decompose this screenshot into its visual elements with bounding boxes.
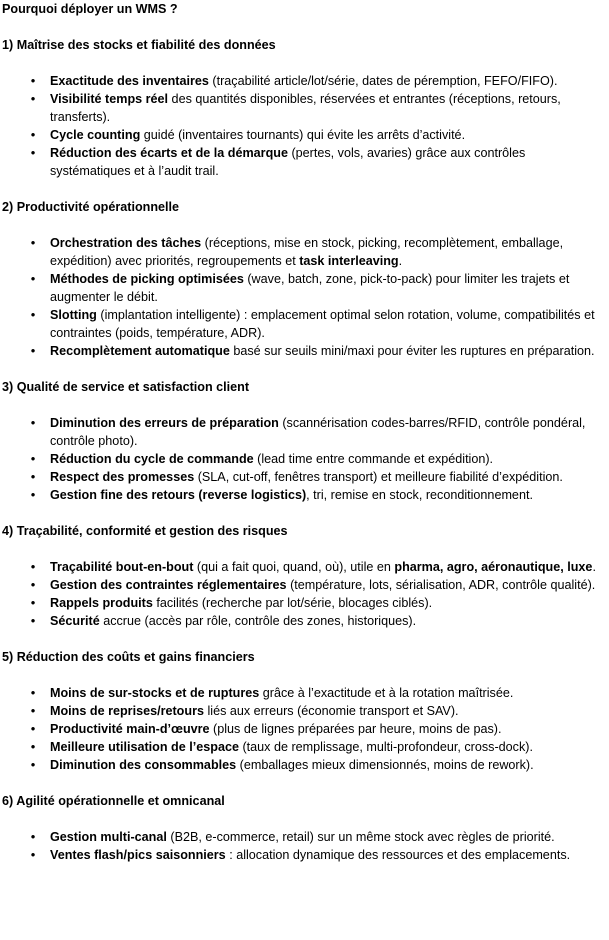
list-item bbox=[2, 756, 605, 774]
bullet-icon: • bbox=[30, 235, 36, 250]
item-text: (plus de lignes préparées par heure, moins de pas). bbox=[209, 722, 502, 736]
list-item bbox=[2, 594, 605, 612]
list-item bbox=[2, 576, 605, 594]
item-text: (qui a fait quoi, quand, où), utile en bbox=[193, 560, 395, 574]
bullet-icon: • bbox=[30, 595, 36, 610]
bold-term: Sécurité bbox=[50, 614, 100, 628]
bullet-icon: • bbox=[30, 451, 36, 466]
bullet-list bbox=[2, 234, 605, 360]
bold-term: Réduction des écarts et de la démarque bbox=[50, 146, 288, 160]
bullet-icon: • bbox=[30, 271, 36, 286]
section-heading: 1) Maîtrise des stocks et fiabilité des données bbox=[2, 38, 276, 52]
list-item bbox=[2, 306, 605, 342]
item-text: (pertes, vols, avaries) grâce aux contrôles systématiques et à l’audit trail. bbox=[50, 146, 526, 178]
item-text: accrue (accès par rôle, contrôle des zones, historiques). bbox=[99, 614, 417, 628]
bullet-list bbox=[2, 684, 605, 774]
bullet-icon: • bbox=[30, 613, 36, 628]
bullet-list bbox=[2, 558, 605, 630]
bold-term: Visibilité temps réel bbox=[50, 92, 169, 106]
bullet-icon: • bbox=[30, 685, 36, 700]
item-text: guidé (inventaires tournants) qui évite les arrêts d’activité. bbox=[140, 128, 466, 142]
bullet-icon: • bbox=[30, 127, 36, 142]
item-text: (traçabilité article/lot/série, dates de péremption, FEFO/FIFO). bbox=[208, 74, 558, 88]
bullet-icon: • bbox=[30, 739, 36, 754]
item-text: (emballages mieux dimensionnés, moins de rework). bbox=[236, 758, 534, 772]
bullet-icon: • bbox=[30, 415, 36, 430]
section-heading: 6) Agilité opérationnelle et omnicanal bbox=[2, 794, 225, 808]
item-text: (lead time entre commande et expédition). bbox=[253, 452, 494, 466]
section-heading: 5) Réduction des coûts et gains financiers bbox=[2, 650, 255, 664]
bold-term: Cycle counting bbox=[50, 128, 141, 142]
item-text: (SLA, cut-off, fenêtres transport) et meilleure fiabilité d’expédition. bbox=[194, 470, 563, 484]
bullet-icon: • bbox=[30, 145, 36, 160]
bullet-icon: • bbox=[30, 343, 36, 358]
item-text: . bbox=[592, 560, 596, 574]
bold-term: Exactitude des inventaires bbox=[50, 74, 209, 88]
bold-term: Recomplètement automatique bbox=[50, 344, 230, 358]
list-item bbox=[2, 90, 605, 126]
list-item bbox=[2, 126, 605, 144]
item-text: (B2B, e-commerce, retail) sur un même stock avec règles de priorité. bbox=[166, 830, 555, 844]
list-item bbox=[2, 450, 605, 468]
bullet-icon: • bbox=[30, 721, 36, 736]
bold-term: Diminution des erreurs de préparation bbox=[50, 416, 279, 430]
section-heading: 4) Traçabilité, conformité et gestion des risques bbox=[2, 524, 288, 538]
item-text: (wave, batch, zone, pick-to-pack) pour limiter les trajets et augmenter le débit. bbox=[50, 272, 570, 304]
list-item bbox=[2, 342, 605, 360]
item-text: . bbox=[398, 254, 403, 268]
bold-term: Productivité main-d’œuvre bbox=[50, 722, 210, 736]
bullet-icon: • bbox=[30, 559, 36, 574]
bold-term: Traçabilité bout-en-bout bbox=[50, 560, 194, 574]
item-text: (scannérisation codes-barres/RFID, contrôle pondéral, contrôle photo). bbox=[50, 416, 586, 448]
bold-term: Respect des promesses bbox=[50, 470, 195, 484]
bullet-icon: • bbox=[30, 73, 36, 88]
item-text: (implantation intelligente) : emplacement optimal selon rotation, volume, compatibilités et contraintes (poids, température, ADR). bbox=[50, 308, 595, 340]
item-text: facilités (recherche par lot/série, blocages ciblés). bbox=[152, 596, 433, 610]
item-text: (température, lots, sérialisation, ADR, contrôle qualité). bbox=[286, 578, 596, 592]
item-text: grâce à l’exactitude et à la rotation maîtrisée. bbox=[259, 686, 514, 700]
item-text: (taux de remplissage, multi-profondeur, cross-dock). bbox=[238, 740, 533, 754]
list-item bbox=[2, 234, 605, 270]
bullet-icon: • bbox=[30, 829, 36, 844]
bold-term: Gestion fine des retours (reverse logistics) bbox=[50, 488, 307, 502]
bullet-list bbox=[2, 414, 605, 504]
bullet-list bbox=[2, 828, 605, 864]
item-text: (réceptions, mise en stock, picking, recomplètement, emballage, expédition) avec priorités, regroupements et bbox=[50, 236, 564, 268]
bullet-icon: • bbox=[30, 847, 36, 862]
bullet-icon: • bbox=[30, 757, 36, 772]
list-item bbox=[2, 702, 605, 720]
sections-container bbox=[2, 36, 605, 864]
list-item bbox=[2, 720, 605, 738]
bullet-icon: • bbox=[30, 487, 36, 502]
section-heading: 3) Qualité de service et satisfaction client bbox=[2, 380, 250, 394]
item-text: , tri, remise en stock, reconditionnement. bbox=[306, 488, 533, 502]
bold-term: Moins de reprises/retours bbox=[50, 704, 204, 718]
list-item bbox=[2, 468, 605, 486]
bold-term: Méthodes de picking optimisées bbox=[50, 272, 244, 286]
list-item bbox=[2, 738, 605, 756]
item-text: liés aux erreurs (économie transport et SAV). bbox=[203, 704, 459, 718]
list-item bbox=[2, 684, 605, 702]
list-item bbox=[2, 612, 605, 630]
item-text: basé sur seuils mini/maxi pour éviter les ruptures en préparation. bbox=[229, 344, 595, 358]
bold-term: Réduction du cycle de commande bbox=[50, 452, 254, 466]
bullet-icon: • bbox=[30, 307, 36, 322]
bullet-icon: • bbox=[30, 577, 36, 592]
list-item bbox=[2, 486, 605, 504]
list-item bbox=[2, 144, 605, 180]
list-item bbox=[2, 828, 605, 846]
bold-term: Slotting bbox=[50, 308, 97, 322]
bold-term: Meilleure utilisation de l’espace bbox=[50, 740, 239, 754]
item-text: des quantités disponibles, réservées et entrantes (réceptions, retours, transferts). bbox=[50, 92, 561, 124]
list-item bbox=[2, 270, 605, 306]
document-title: Pourquoi déployer un WMS ? bbox=[2, 2, 178, 16]
bold-term: Rappels produits bbox=[50, 596, 153, 610]
bold-term: Gestion des contraintes réglementaires bbox=[50, 578, 287, 592]
bold-term: Orchestration des tâches bbox=[50, 236, 202, 250]
list-item bbox=[2, 72, 605, 90]
bold-term: Gestion multi-canal bbox=[50, 830, 167, 844]
item-text: : allocation dynamique des ressources et des emplacements. bbox=[225, 848, 571, 862]
list-item bbox=[2, 846, 605, 864]
list-item bbox=[2, 558, 605, 576]
bold-term: Ventes flash/pics saisonniers bbox=[50, 848, 226, 862]
bold-term: Moins de sur-stocks et de ruptures bbox=[50, 686, 260, 700]
bullet-icon: • bbox=[30, 91, 36, 106]
bold-term: pharma, agro, aéronautique, luxe bbox=[394, 560, 593, 574]
bullet-icon: • bbox=[30, 469, 36, 484]
bullet-list bbox=[2, 72, 605, 180]
bold-term: task interleaving bbox=[299, 254, 399, 268]
bullet-icon: • bbox=[30, 703, 36, 718]
list-item bbox=[2, 414, 605, 450]
section-heading: 2) Productivité opérationnelle bbox=[2, 200, 180, 214]
bold-term: Diminution des consommables bbox=[50, 758, 237, 772]
